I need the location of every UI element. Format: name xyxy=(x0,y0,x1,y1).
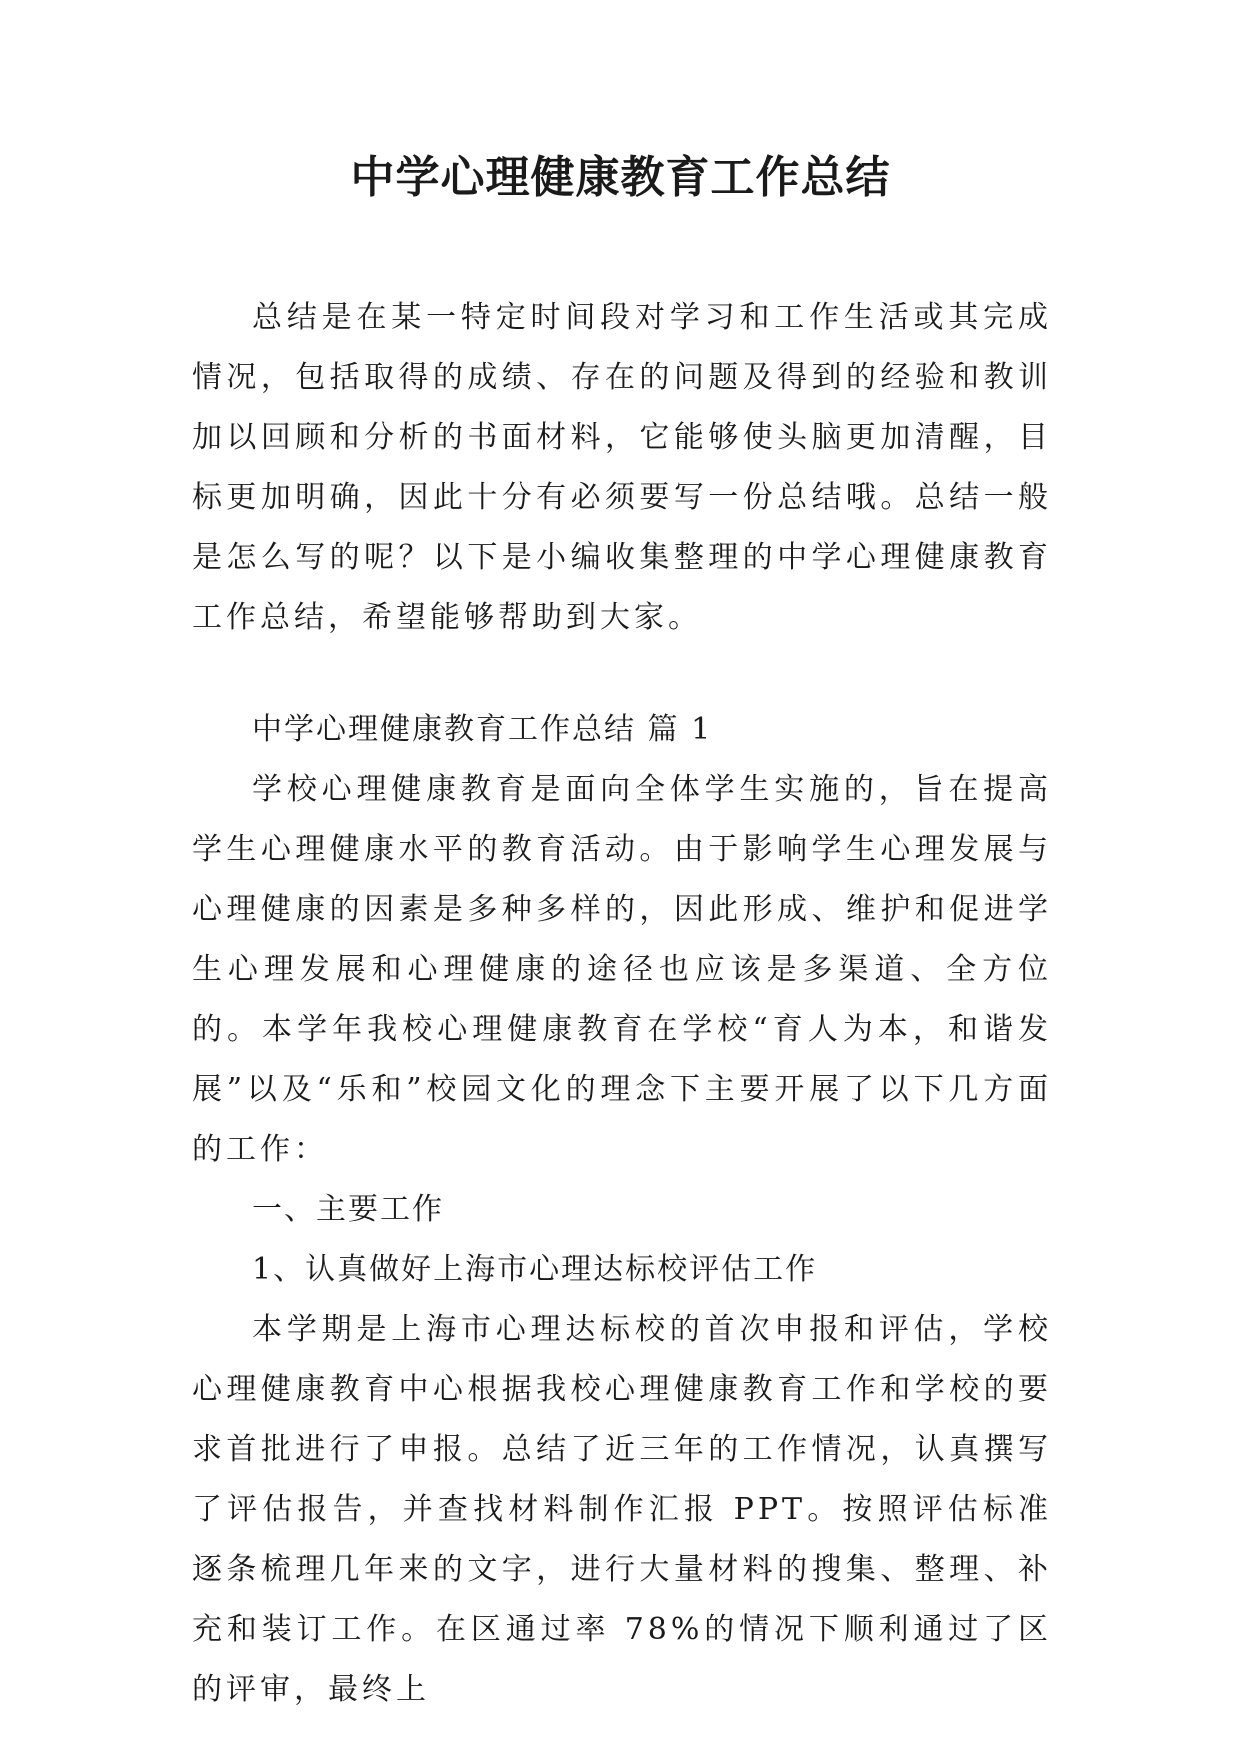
document-title: 中学心理健康教育工作总结 xyxy=(350,152,891,203)
intro-paragraph: 总结是在某一特定时间段对学习和工作生活或其完成情况，包括取得的成绩、存在的问题及得到的经验和教训加以回顾和分析的书面材料，它能够使头脑更加清醒，目标更加明确，因此十分有必须要写一份总结哦。总结一般是怎么写的呢？以下是小编收集整理的中学心理健康教育工作总结，希望能够帮助到大家。 xyxy=(192,300,1052,635)
section-block xyxy=(192,700,1052,1720)
section-subheading: 1、认真做好上海市心理达标校评估工作 xyxy=(252,1252,818,1287)
intro-block xyxy=(192,288,1052,648)
section-subheading: 一、主要工作 xyxy=(252,1192,444,1227)
section-paragraph: 本学期是上海市心理达标校的首次申报和评估，学校心理健康教育中心根据我校心理健康教育工作和学校的要求首批进行了申报。总结了近三年的工作情况，认真撰写了评估报告，并查找材料制作汇报 PPT。按照评估标准逐条梳理几年来的文字，进行大量材料的搜集、整理、补充和装订工作。在区通过率 78%的情况下顺利通过了区的评审，最终上 xyxy=(192,1312,1052,1707)
section-paragraph: 学校心理健康教育是面向全体学生实施的，旨在提高学生心理健康水平的教育活动。由于影响学生心理发展与心理健康的因素是多种多样的，因此形成、维护和促进学生心理发展和心理健康的途径也应该是多渠道、全方位的。本学年我校心理健康教育在学校“育人为本，和谐发展”以及“乐和”校园文化的理念下主要开展了以下几方面的工作： xyxy=(192,772,1052,1167)
section-heading: 中学心理健康教育工作总结 篇 1 xyxy=(252,712,713,747)
